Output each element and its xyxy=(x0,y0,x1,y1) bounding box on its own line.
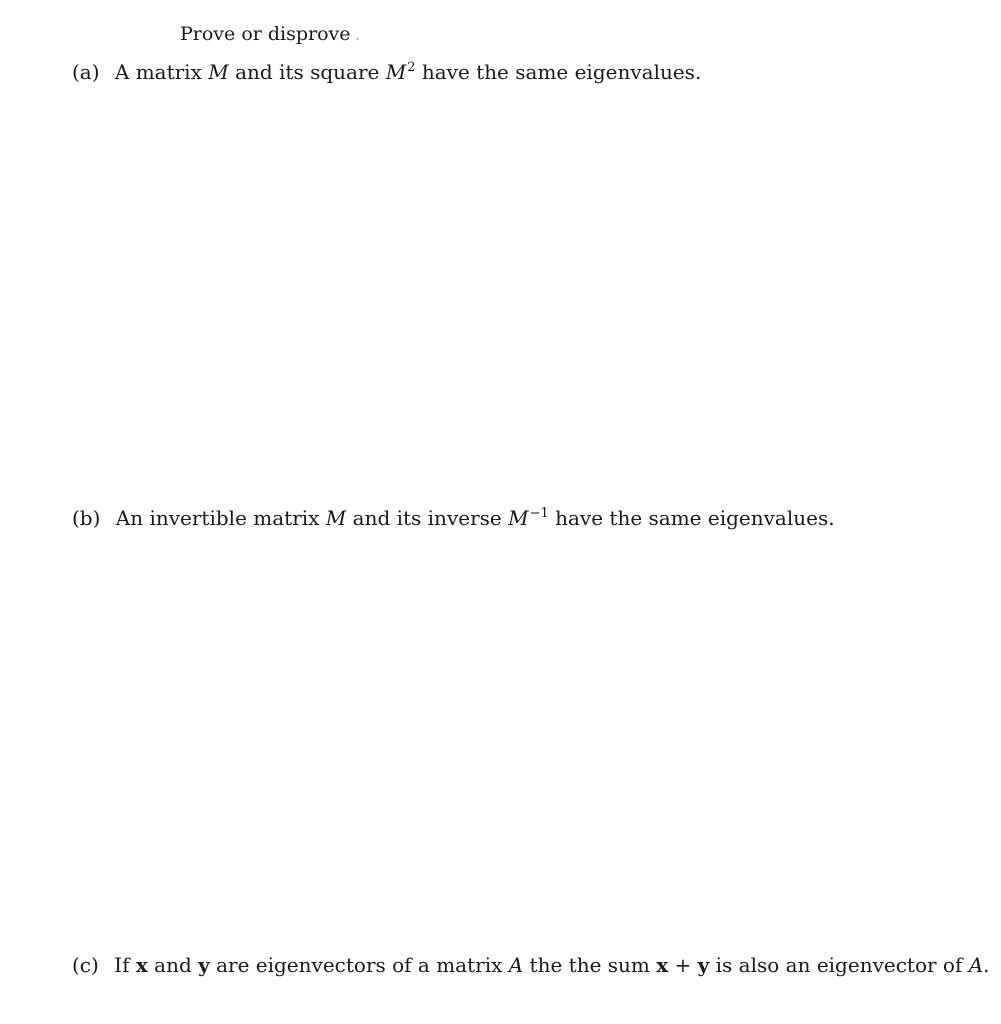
question-c-text-4: the the sum xyxy=(529,953,650,977)
question-b-text-2: and its inverse xyxy=(352,506,502,530)
question-c-vector-y: y xyxy=(198,953,210,977)
question-a-text-2: and its square xyxy=(235,60,380,84)
question-c-text-3: are eigenvectors of a matrix xyxy=(216,953,503,977)
question-a-var-m: M xyxy=(208,60,229,84)
question-a xyxy=(72,60,701,88)
question-a-text-3: have the same eigenvalues. xyxy=(421,60,702,84)
question-c-sum-x: x xyxy=(656,953,669,977)
instruction-text: Prove or disprove xyxy=(180,23,351,45)
question-c-text-5: is also an eigenvector of xyxy=(715,953,963,977)
question-b-text-1: An invertible matrix xyxy=(115,506,320,530)
question-c-sum-y: y xyxy=(697,953,710,977)
question-a-exponent: 2 xyxy=(407,60,416,75)
question-c-plus-operator: + xyxy=(674,953,692,977)
question-c-end xyxy=(969,953,990,977)
question-c-text-1: If xyxy=(114,953,130,977)
question-c-vector-x: x xyxy=(135,953,148,977)
instruction-trailing-dot: . xyxy=(354,23,361,45)
question-b-var-m-inverse xyxy=(508,506,549,530)
question-c-label: (c) xyxy=(72,953,99,977)
question-b-exponent: −1 xyxy=(529,506,549,521)
question-b-var-m: M xyxy=(325,506,347,530)
question-a-text-1: A matrix xyxy=(114,60,202,84)
question-c-period: . xyxy=(983,953,990,977)
question-a-var-m-squared xyxy=(386,60,416,84)
question-c-text-2: and xyxy=(154,953,192,977)
question-a-var-base: M xyxy=(385,60,407,84)
question-b-text-3: have the same eigenvalues. xyxy=(555,506,835,530)
instruction-heading xyxy=(180,22,361,46)
question-b xyxy=(72,506,835,534)
question-b-var-base: M xyxy=(508,506,529,530)
question-a-label: (a) xyxy=(72,60,100,84)
question-c xyxy=(72,953,990,977)
question-c-var-a: A xyxy=(508,953,524,977)
question-c-var-a-final: A xyxy=(968,953,984,977)
question-b-label: (b) xyxy=(72,506,101,530)
